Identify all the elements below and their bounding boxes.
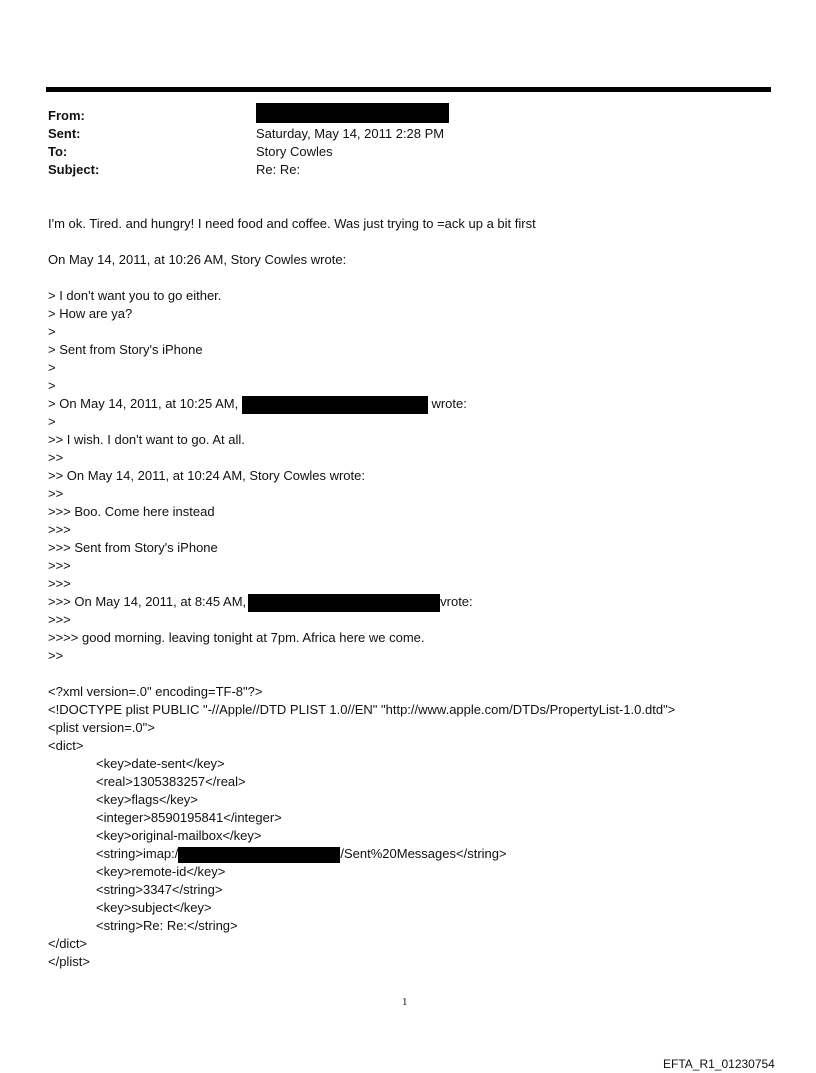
to-value: Story Cowles (256, 144, 333, 159)
subject-label: Subject: (48, 162, 100, 177)
sender-redaction (242, 396, 428, 414)
quote-attribution (48, 395, 467, 414)
quote-line: > How are ya? (48, 306, 133, 321)
sent-value: Saturday, May 14, 2011 2:28 PM (256, 126, 445, 141)
plist-line: <dict> (48, 738, 84, 753)
plist-line: <key>subject</key> (96, 900, 212, 915)
page-number: 1 (402, 996, 408, 1008)
plist-line: <key>original-mailbox</key> (96, 828, 262, 843)
quote-line: >>> (48, 612, 71, 627)
plist-mailbox-prefix: <string>imap:/ (96, 846, 179, 861)
quote-line: > (48, 360, 56, 375)
mailbox-redaction (178, 847, 340, 863)
quote-line: > (48, 414, 56, 429)
attribution-line: On May 14, 2011, at 10:26 AM, Story Cowles wrote: (48, 252, 347, 267)
quote-line: >> (48, 648, 64, 663)
quote-line: >>> Boo. Come here instead (48, 504, 215, 519)
plist-line: </plist> (48, 954, 90, 969)
plist-line: <plist version=.0"> (48, 720, 155, 735)
quote-attribution-suffix: vrote: (440, 594, 473, 609)
quote-attribution (48, 593, 473, 612)
plist-line: <key>remote-id</key> (96, 864, 226, 879)
plist-line: <real>1305383257</real> (96, 774, 246, 789)
plist-line: <string>Re: Re:</string> (96, 918, 238, 933)
quote-line: >> I wish. I don't want to go. At all. (48, 432, 245, 447)
quote-line: >>>> good morning. leaving tonight at 7pm. Africa here we come. (48, 630, 425, 645)
quote-line: > I don't want you to go either. (48, 288, 222, 303)
plist-line: <?xml version=.0" encoding=TF-8"?> (48, 684, 263, 699)
plist-mailbox-suffix: /Sent%20Messages</string> (340, 846, 507, 861)
quote-line: >> On May 14, 2011, at 10:24 AM, Story Cowles wrote: (48, 468, 365, 483)
quote-line: > Sent from Story's iPhone (48, 342, 203, 357)
quote-line: >> (48, 486, 64, 501)
quote-line: >>> Sent from Story's iPhone (48, 540, 218, 555)
sent-label: Sent: (48, 126, 81, 141)
quote-attribution-prefix: > On May 14, 2011, at 10:25 AM, (48, 396, 239, 411)
quote-line: >>> (48, 558, 71, 573)
to-label: To: (48, 144, 68, 159)
header-rule (46, 87, 771, 92)
plist-line: </dict> (48, 936, 88, 951)
quote-line: >> (48, 450, 64, 465)
quote-attribution-prefix: >>> On May 14, 2011, at 8:45 AM, (48, 594, 247, 609)
from-redaction (256, 103, 449, 123)
plist-line: <key>flags</key> (96, 792, 198, 807)
from-label: From: (48, 108, 85, 123)
bates-stamp: EFTA_R1_01230754 (663, 1057, 775, 1071)
quote-attribution-suffix: wrote: (431, 396, 467, 411)
plist-line: <integer>8590195841</integer> (96, 810, 282, 825)
plist-line: <!DOCTYPE plist PUBLIC "-//Apple//DTD PLIST 1.0//EN" "http://www.apple.com/DTDs/PropertyList-1.0.dtd"> (48, 702, 676, 717)
quote-line: >>> (48, 522, 71, 537)
plist-mailbox-line (96, 845, 507, 863)
subject-value: Re: Re: (256, 162, 301, 177)
reply-text: I'm ok. Tired. and hungry! I need food and coffee. Was just trying to =ack up a bit first (48, 216, 536, 231)
sender-redaction (248, 594, 440, 612)
quote-line: > (48, 324, 56, 339)
quote-line: > (48, 378, 56, 393)
plist-line: <string>3347</string> (96, 882, 223, 897)
plist-line: <key>date-sent</key> (96, 756, 225, 771)
quote-line: >>> (48, 576, 71, 591)
